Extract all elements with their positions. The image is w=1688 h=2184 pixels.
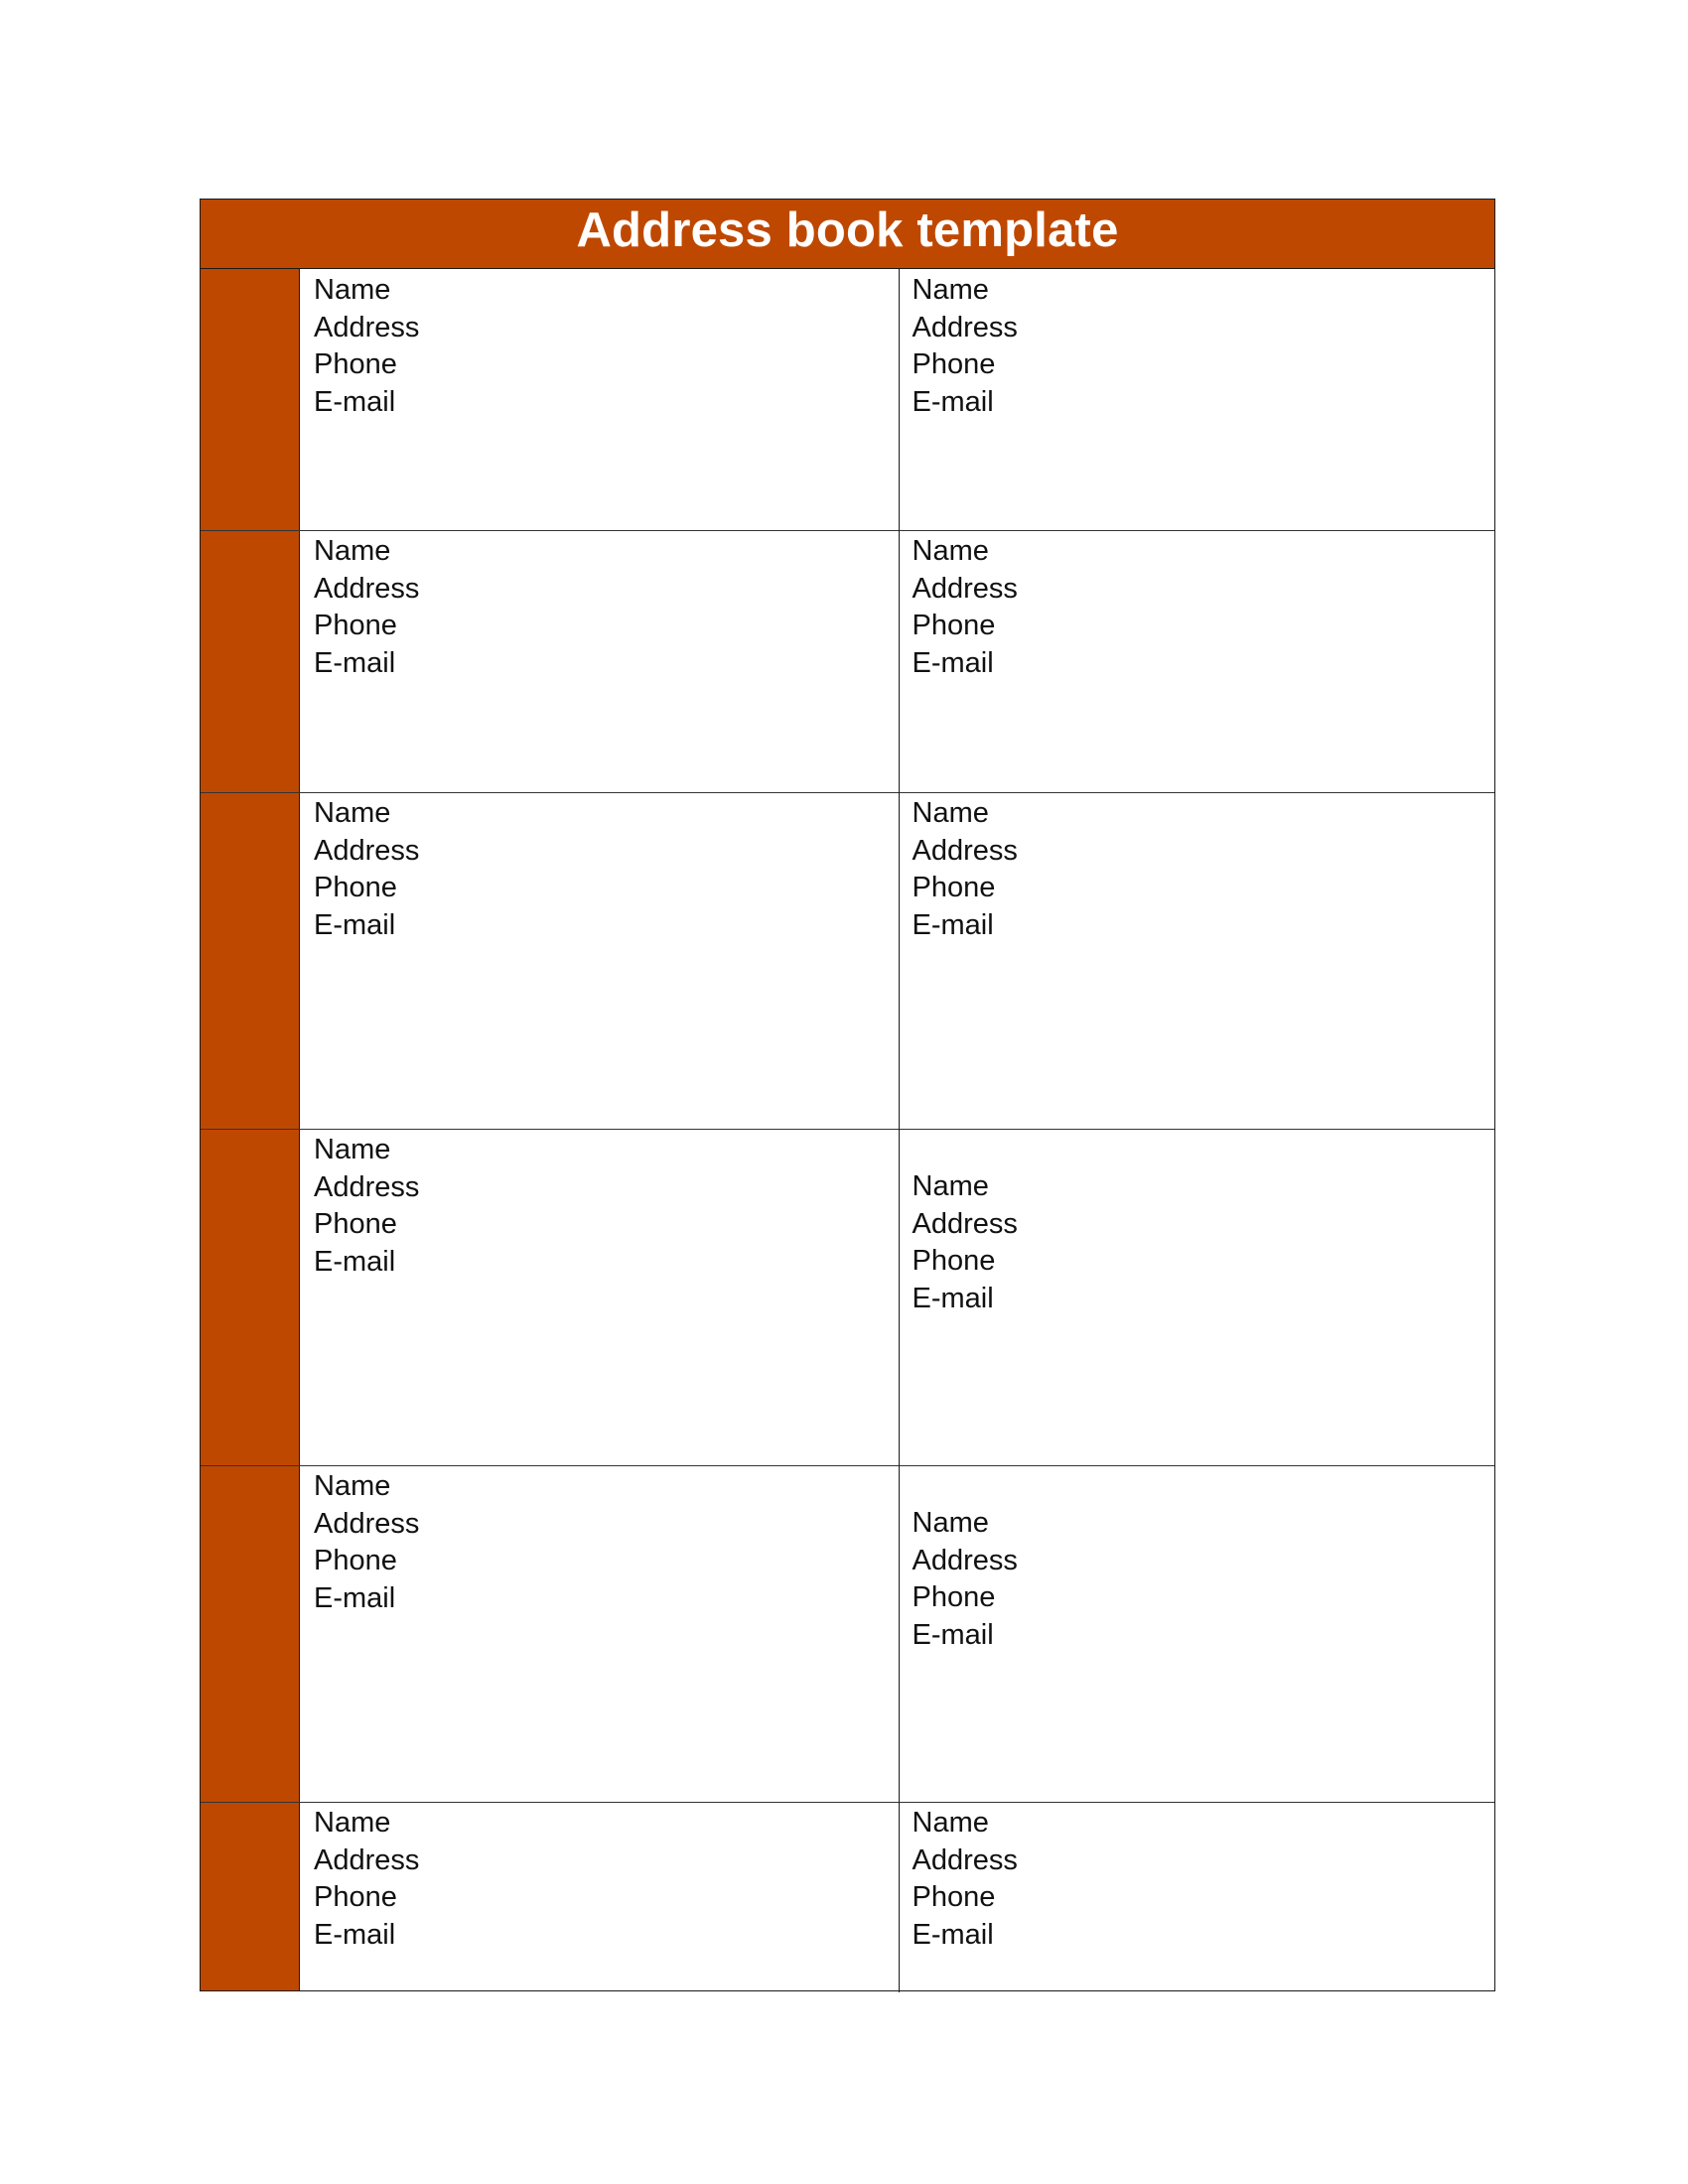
email-label: E-mail: [314, 1245, 396, 1278]
name-label: Name: [314, 1470, 391, 1502]
column-divider: [899, 1129, 900, 1465]
contact-card-left: [300, 792, 899, 1129]
address-label: Address: [912, 1843, 1018, 1876]
address-label: Address: [912, 834, 1018, 867]
email-label: E-mail: [912, 908, 994, 941]
name-label: Name: [314, 1134, 391, 1165]
address-label: Address: [314, 1170, 420, 1203]
contact-fields: [314, 533, 419, 682]
contact-fields: [913, 795, 1018, 944]
contact-card-left: [300, 1802, 899, 1992]
name-label: Name: [314, 274, 391, 306]
address-label: Address: [314, 311, 420, 343]
contact-card-left: [300, 269, 899, 530]
contact-card-right: [899, 1465, 1497, 1802]
name-label: Name: [314, 1807, 391, 1839]
name-label: Name: [912, 797, 989, 829]
phone-label: Phone: [314, 1881, 397, 1913]
phone-label: Phone: [314, 348, 397, 380]
contact-fields: [314, 1805, 419, 1954]
contact-fields: [314, 1468, 419, 1617]
address-label: Address: [912, 572, 1018, 605]
name-label: Name: [314, 797, 391, 829]
contact-card-left: [300, 530, 899, 792]
name-label: Name: [912, 1807, 989, 1839]
address-label: Address: [912, 1544, 1018, 1576]
email-label: E-mail: [314, 1581, 396, 1614]
address-label: Address: [314, 834, 420, 867]
email-label: E-mail: [314, 1918, 396, 1951]
address-label: Address: [314, 1507, 420, 1540]
phone-label: Phone: [314, 1545, 397, 1576]
email-label: E-mail: [912, 1618, 994, 1651]
contact-card-right: [899, 1802, 1497, 1992]
title-bar: [201, 200, 1494, 269]
contact-card-right: [899, 269, 1497, 530]
email-label: E-mail: [912, 1918, 994, 1951]
contact-fields: [314, 1132, 419, 1281]
name-label: Name: [314, 535, 391, 567]
contact-card-right: [899, 1129, 1497, 1465]
contact-fields: [913, 533, 1018, 682]
address-label: Address: [314, 572, 420, 605]
email-label: E-mail: [314, 385, 396, 418]
contact-fields: [314, 272, 419, 421]
column-divider: [899, 1465, 900, 1802]
name-label: Name: [912, 1507, 989, 1539]
contact-fields: [913, 1805, 1018, 1954]
phone-label: Phone: [912, 1245, 996, 1277]
name-label: Name: [912, 274, 989, 306]
phone-label: Phone: [912, 610, 996, 641]
contact-fields: [913, 1505, 1018, 1654]
email-label: E-mail: [912, 1282, 994, 1314]
column-divider: [899, 530, 900, 792]
address-book-table: [200, 199, 1495, 1991]
email-label: E-mail: [314, 646, 396, 679]
phone-label: Phone: [912, 348, 996, 380]
address-label: Address: [314, 1843, 420, 1876]
address-label: Address: [912, 1207, 1018, 1240]
phone-label: Phone: [314, 610, 397, 641]
side-color-strip: [201, 269, 300, 1990]
address-label: Address: [912, 311, 1018, 343]
contact-card-left: [300, 1465, 899, 1802]
name-label: Name: [912, 535, 989, 567]
email-label: E-mail: [912, 385, 994, 418]
phone-label: Phone: [314, 872, 397, 903]
page-title: Address book template: [576, 204, 1119, 257]
contact-card-right: [899, 792, 1497, 1129]
contact-card-right: [899, 530, 1497, 792]
phone-label: Phone: [912, 872, 996, 903]
phone-label: Phone: [912, 1581, 996, 1613]
column-divider: [899, 1802, 900, 1992]
phone-label: Phone: [314, 1208, 397, 1240]
contact-fields: [913, 1168, 1018, 1317]
name-label: Name: [912, 1170, 989, 1202]
contact-card-left: [300, 1129, 899, 1465]
email-label: E-mail: [912, 646, 994, 679]
contact-fields: [913, 272, 1018, 421]
contact-fields: [314, 795, 419, 944]
column-divider: [899, 792, 900, 1129]
email-label: E-mail: [314, 908, 396, 941]
column-divider: [899, 269, 900, 530]
phone-label: Phone: [912, 1881, 996, 1913]
